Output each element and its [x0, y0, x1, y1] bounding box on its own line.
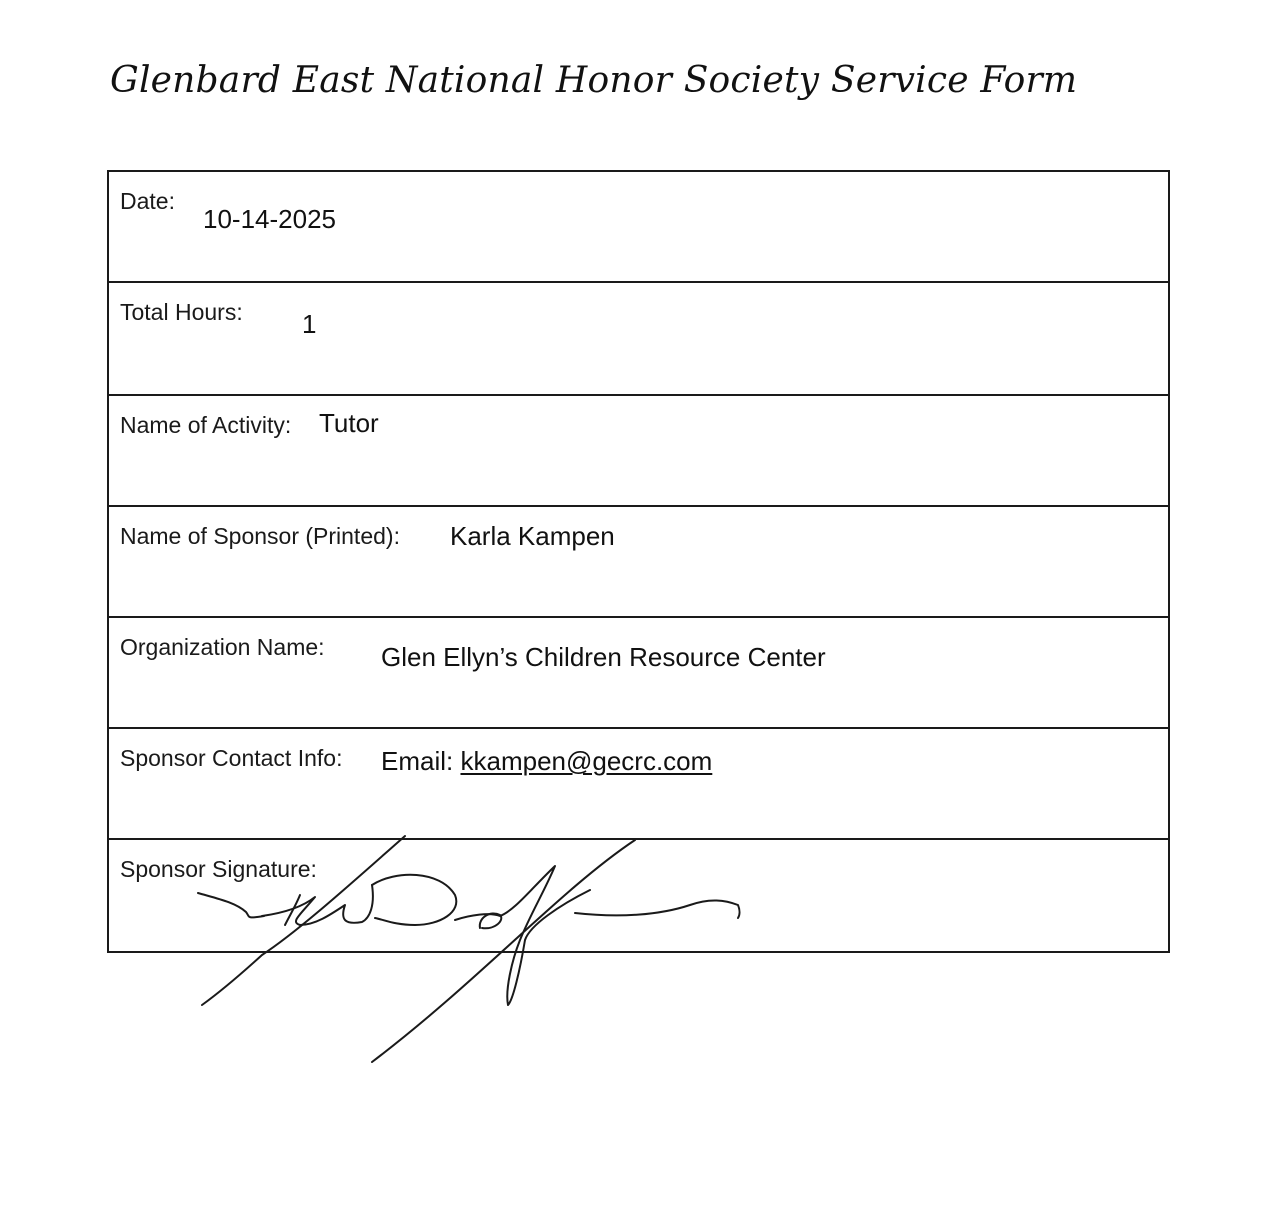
activity-label: Name of Activity:: [120, 412, 292, 438]
contact-info-value: [381, 746, 712, 777]
sponsor-name-label: Name of Sponsor (Printed):: [120, 523, 400, 549]
email-link[interactable]: kkampen@gecrc.com: [460, 746, 713, 776]
signature-label: Sponsor Signature:: [120, 856, 317, 882]
sponsor-name-value: Karla Kampen: [450, 521, 615, 551]
date-label: Date:: [120, 188, 175, 214]
form-title: Glenbard East National Honor Society Service Form: [110, 60, 1078, 101]
organization-value: Glen Ellyn’s Children Resource Center: [381, 642, 826, 672]
row-organization: [109, 618, 1168, 729]
activity-value: Tutor: [319, 408, 379, 438]
row-signature: [109, 840, 1168, 951]
organization-label: Organization Name:: [120, 634, 325, 660]
email-prefix: Email:: [381, 746, 454, 776]
date-value: 10-14-2025: [203, 204, 336, 234]
total-hours-value: 1: [302, 309, 317, 339]
row-total-hours: [109, 283, 1168, 396]
row-contact-info: [109, 729, 1168, 840]
row-date: [109, 172, 1168, 283]
total-hours-label: Total Hours:: [120, 299, 243, 325]
row-activity: [109, 396, 1168, 507]
row-sponsor-name: [109, 507, 1168, 618]
service-form-table: [107, 170, 1170, 953]
contact-info-label: Sponsor Contact Info:: [120, 745, 343, 771]
